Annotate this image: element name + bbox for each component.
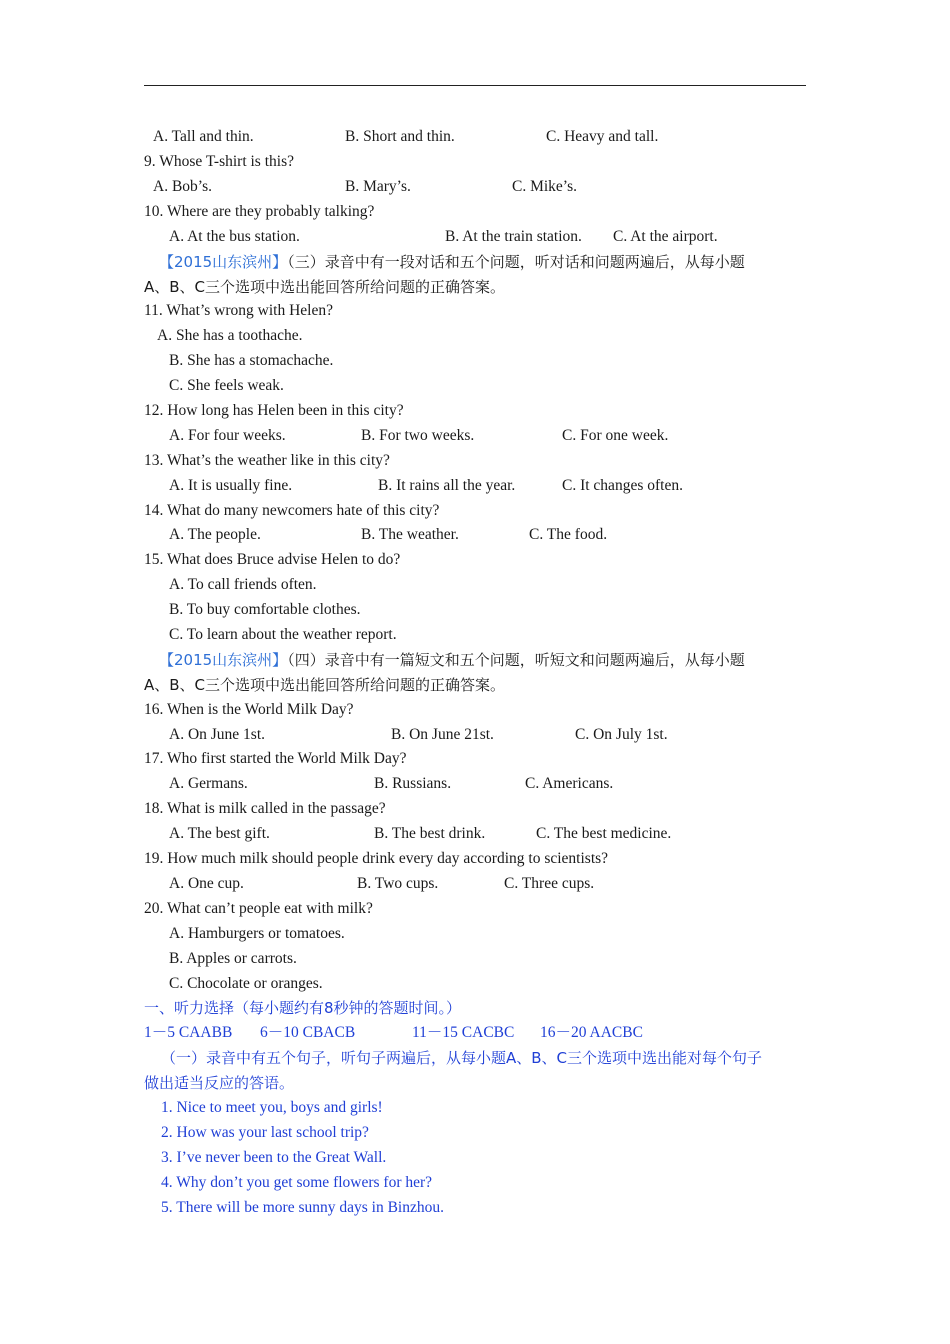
q20-option-b: B. Apples or carrots. <box>169 950 297 967</box>
q18-option-a: A. The best gift. <box>169 825 270 842</box>
q15-option-b: B. To buy comfortable clothes. <box>169 601 361 618</box>
q19-option-a: A. One cup. <box>169 875 244 892</box>
q10-option-a: A. At the bus station. <box>169 228 300 245</box>
q9-question: 9. Whose T-shirt is this? <box>144 153 294 170</box>
q14-option-b: B. The weather. <box>361 526 459 543</box>
transcript-sentence-1: 1. Nice to meet you, boys and girls! <box>161 1099 383 1116</box>
q8-option-b: B. Short and thin. <box>345 128 455 145</box>
q15-option-c: C. To learn about the weather report. <box>169 626 397 643</box>
q10-question: 10. Where are they probably talking? <box>144 203 375 220</box>
q17-option-a: A. Germans. <box>169 775 248 792</box>
section3-instruction-cont: A、B、C三个选项中选出能回答所给问题的正确答案。 <box>144 278 506 296</box>
q11-option-b: B. She has a stomachache. <box>169 352 334 369</box>
q20-option-a: A. Hamburgers or tomatoes. <box>169 925 345 942</box>
section1-instruction-cont: 做出适当反应的答语。 <box>144 1074 295 1092</box>
q8-option-c: C. Heavy and tall. <box>546 128 659 145</box>
section3-instruction: 【2015山东滨州】（三）录音中有一段对话和五个问题，听对话和问题两遍后，从每小题 <box>159 253 745 271</box>
transcript-sentence-4: 4. Why don’t you get some flowers for her? <box>161 1174 433 1191</box>
q13-question: 13. What’s the weather like in this city? <box>144 452 390 469</box>
q15-option-a: A. To call friends often. <box>169 576 317 593</box>
q9-option-a: A. Bob’s. <box>153 178 212 195</box>
q18-question: 18. What is milk called in the passage? <box>144 800 386 817</box>
q16-option-c: C. On July 1st. <box>575 726 668 743</box>
section4-source-tag: 【2015山东滨州】 <box>159 651 288 669</box>
q13-option-b: B. It rains all the year. <box>378 477 516 494</box>
q19-option-c: C. Three cups. <box>504 875 595 892</box>
q9-option-b: B. Mary’s. <box>345 178 411 195</box>
q18-option-c: C. The best medicine. <box>536 825 672 842</box>
q13-option-a: A. It is usually fine. <box>169 477 293 494</box>
q17-option-b: B. Russians. <box>374 775 452 792</box>
answers-heading: 一、听力选择（每小题约有8秒钟的答题时间。） <box>144 999 462 1017</box>
q13-option-c: C. It changes often. <box>562 477 683 494</box>
q16-option-a: A. On June 1st. <box>169 726 266 743</box>
q15-question: 15. What does Bruce advise Helen to do? <box>144 551 401 568</box>
q14-option-a: A. The people. <box>169 526 261 543</box>
q12-question: 12. How long has Helen been in this city? <box>144 402 404 419</box>
answer-group-3: 11－15 CACBC <box>412 1024 515 1041</box>
q11-question: 11. What’s wrong with Helen? <box>144 302 333 319</box>
transcript-sentence-2: 2. How was your last school trip? <box>161 1124 369 1141</box>
q14-question: 14. What do many newcomers hate of this city? <box>144 502 440 519</box>
q20-question: 20. What can’t people eat with milk? <box>144 900 373 917</box>
q10-option-c: C. At the airport. <box>613 228 718 245</box>
q19-option-b: B. Two cups. <box>357 875 439 892</box>
answer-group-4: 16－20 AACBC <box>540 1024 643 1041</box>
section3-source-tag: 【2015山东滨州】 <box>159 253 288 271</box>
section1-instruction: （一）录音中有五个句子，听句子两遍后，从每小题A、B、C三个选项中选出能对每个句子 <box>161 1049 763 1067</box>
q9-option-c: C. Mike’s. <box>512 178 578 195</box>
q11-option-c: C. She feels weak. <box>169 377 284 394</box>
q19-question: 19. How much milk should people drink every day according to scientists? <box>144 850 609 867</box>
q17-option-c: C. Americans. <box>525 775 614 792</box>
q20-option-c: C. Chocolate or oranges. <box>169 975 323 992</box>
q18-option-b: B. The best drink. <box>374 825 486 842</box>
q12-option-c: C. For one week. <box>562 427 669 444</box>
q14-option-c: C. The food. <box>529 526 608 543</box>
section4-instruction-cont: A、B、C三个选项中选出能回答所给问题的正确答案。 <box>144 676 506 694</box>
q8-option-a: A. Tall and thin. <box>153 128 254 145</box>
q10-option-b: B. At the train station. <box>445 228 582 245</box>
section4-instruction: 【2015山东滨州】（四）录音中有一篇短文和五个问题，听短文和问题两遍后，从每小题 <box>159 651 745 669</box>
q17-question: 17. Who first started the World Milk Day? <box>144 750 407 767</box>
q12-option-a: A. For four weeks. <box>169 427 286 444</box>
q12-option-b: B. For two weeks. <box>361 427 475 444</box>
header-rule <box>144 85 806 86</box>
q11-option-a: A. She has a toothache. <box>157 327 303 344</box>
answer-group-2: 6－10 CBACB <box>260 1024 356 1041</box>
transcript-sentence-5: 5. There will be more sunny days in Binzhou. <box>161 1199 444 1216</box>
q16-option-b: B. On June 21st. <box>391 726 494 743</box>
q16-question: 16. When is the World Milk Day? <box>144 701 354 718</box>
answer-group-1: 1－5 CAABB <box>144 1024 233 1041</box>
transcript-sentence-3: 3. I’ve never been to the Great Wall. <box>161 1149 387 1166</box>
